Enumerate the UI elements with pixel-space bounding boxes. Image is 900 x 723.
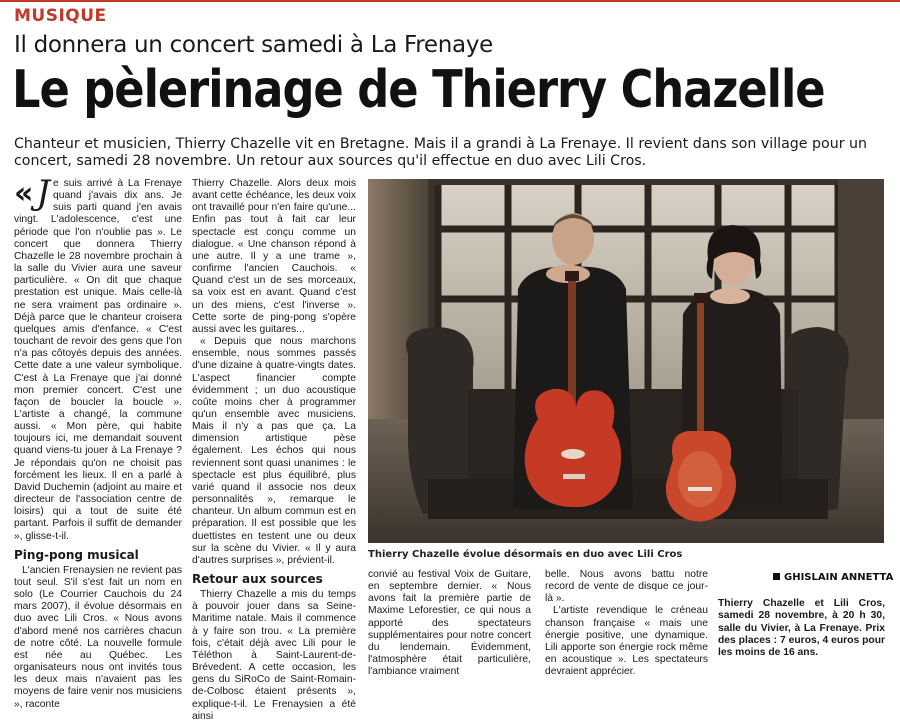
byline-author: GHISLAIN ANNETTA [784,572,894,583]
lead-paragraph [14,173,182,543]
lead-text: e suis arrivé à La Frenaye quand j'avais dix ans. Je suis parti quand j'en avais vingt. L'adolescence, c'est une période que l'on n'oublie pas ». Le concert que donnera Thierry Chazelle le 28 novembre prochain à la salle du Vivier aura une saveur particulière. « On dit que chaque prestation est unique. Mais celle-là ne sera vraiment pas ordinaire ». Déjà parce que le chanteur croisera quelques amis d'enfance. « C'est touchant de revoir des gens que l'on n'a pas côtoyés depuis des années. Cette date a une valeur symbolique. C'est à La Frenaye que j'ai donné mon premier concert. C'est une façon de boucler la boucle ». L'artiste a changé, la commune aussi. « Mon père, qui habite toujours ici, me demandait souvent quand viens-tu jouer à La Frenaye ? Je répondais qu'on ne choisit pas forcément les lieux. Il en a parlé à David Duchemin (adjoint au maire et directeur de l'association centre de loisirs) qui a tout de suite été partant. Parfois il suffit de demander », glisse-t-il. [14,178,182,542]
paragraph: Thierry Chazelle a mis du temps à pouvoir jouer dans sa Seine-Maritime natale. Mais il commence à y faire son trou. « La première fois, c'était déjà avec Lili pour le Téléthon à Saint-Laurent-de-Brévedent. A cette occasion, les gens du SiRoCo de Saint-Romain-de-Colbosc étaient présents », explique-t-il. Le Frenaysien a été ainsi [192,589,356,722]
top-rule [0,0,900,2]
article-photo [368,179,884,543]
paragraph: L'artiste revendique le créneau chanson française « mais une énergie positive, une dynamique. Lili apporte son énergie rock même en acoustique ». Les spectateurs devraient apprécier. [545,605,708,678]
byline [773,572,893,583]
main-headline: Le pèlerinage de Thierry Chazelle [12,60,825,120]
subhead-retour: Retour aux sources [192,572,323,586]
paragraph: belle. Nous avons battu notre record de vente de disque ce jour-là ». [545,569,708,605]
paragraph: Thierry Chazelle. Alors deux mois avant cette échéance, les deux voix ont travaillé pour n'en faire qu'une... Enfin pas tout à fait car leur spectacle est conçu comme un dialogue. « Une chanson répond à une autre. Il y a une trame », confirme l'ancien Cauchois. « Quand c'est un de ses morceaux, sa voix est en avant. Quand c'est un des miens, c'est l'inverse ». Cette sorte de ping-pong s'opère aussi avec les guitares... [192,178,356,335]
paragraph: « Depuis que nous marchons ensemble, nous sommes passés d'une dizaine à quatre-vingts dates. L'aspect financier compte évidemment ; un duo acoustique coûte moins cher à programmer qu'un ensemble avec musiciens. Mais il n'y a pas que ça. La dimension artistique pèse également. Les échos qui nous reviennent sont quasi unanimes : le spectacle est plus équilibré, plus varié quand il associe nos deux personnalités », remarque le chanteur. Un album commun est en préparation. Il est possible que les duettistes en testent une ou deux sur la scène du Vivier. « Il y aura d'autres surprises », prévient-il. [192,336,356,566]
kicker-headline: Il donnera un concert samedi à La Frenaye [14,32,494,58]
article-column-1 [14,173,182,711]
section-rubric: MUSIQUE [14,6,107,26]
practical-text: Thierry Chazelle et Lili Cros, samedi 28 novembre, à 20 h 30, salle du Vivier, à La Frenaye. Prix des places : 7 euros, 4 euros pour les moins de 16 ans. [718,598,885,659]
drop-cap-letter: J [36,173,51,213]
drop-quote-mark: « [14,176,34,211]
practical-info [718,598,885,659]
article-column-4 [545,569,708,678]
paragraph: L'ancien Frenaysien ne revient pas tout seul. S'il s'est fait un nom en solo (Le Courrier Cauchois du 24 mars 2007), il évolue désormais en duo avec Lili Cros. « Nous avons d'abord mené nos carrières chacun de notre côté. La nouvelle formule est née au Québec. Les organisateurs nous ont invités tous les deux mais n'avaient pas les moyens de faire venir nos musiciens », raconte [14,564,182,710]
article-column-3 [368,569,531,678]
photo-caption: Thierry Chazelle évolue désormais en duo avec Lili Cros [368,549,683,560]
paragraph: convié au festival Voix de Guitare, en septembre dernier. « Nous avons fait la première partie de Maxime Leforestier, ce qui nous a apporté des spectateurs supplémentaires pour notre concert du lendemain. Évidemment, l'atmosphère était particulière, l'ambiance vraiment [368,569,531,678]
subhead-ping-pong: Ping-pong musical [14,547,139,562]
article-column-2 [192,178,356,723]
byline-square-icon [773,573,780,580]
standfirst: Chanteur et musicien, Thierry Chazelle vit en Bretagne. Mais il a grandi à La Frenaye. Il revient dans son village pour un concert, samedi 28 novembre. Un retour aux sources qu'il effectue en duo avec Lili Cros. [14,136,868,169]
